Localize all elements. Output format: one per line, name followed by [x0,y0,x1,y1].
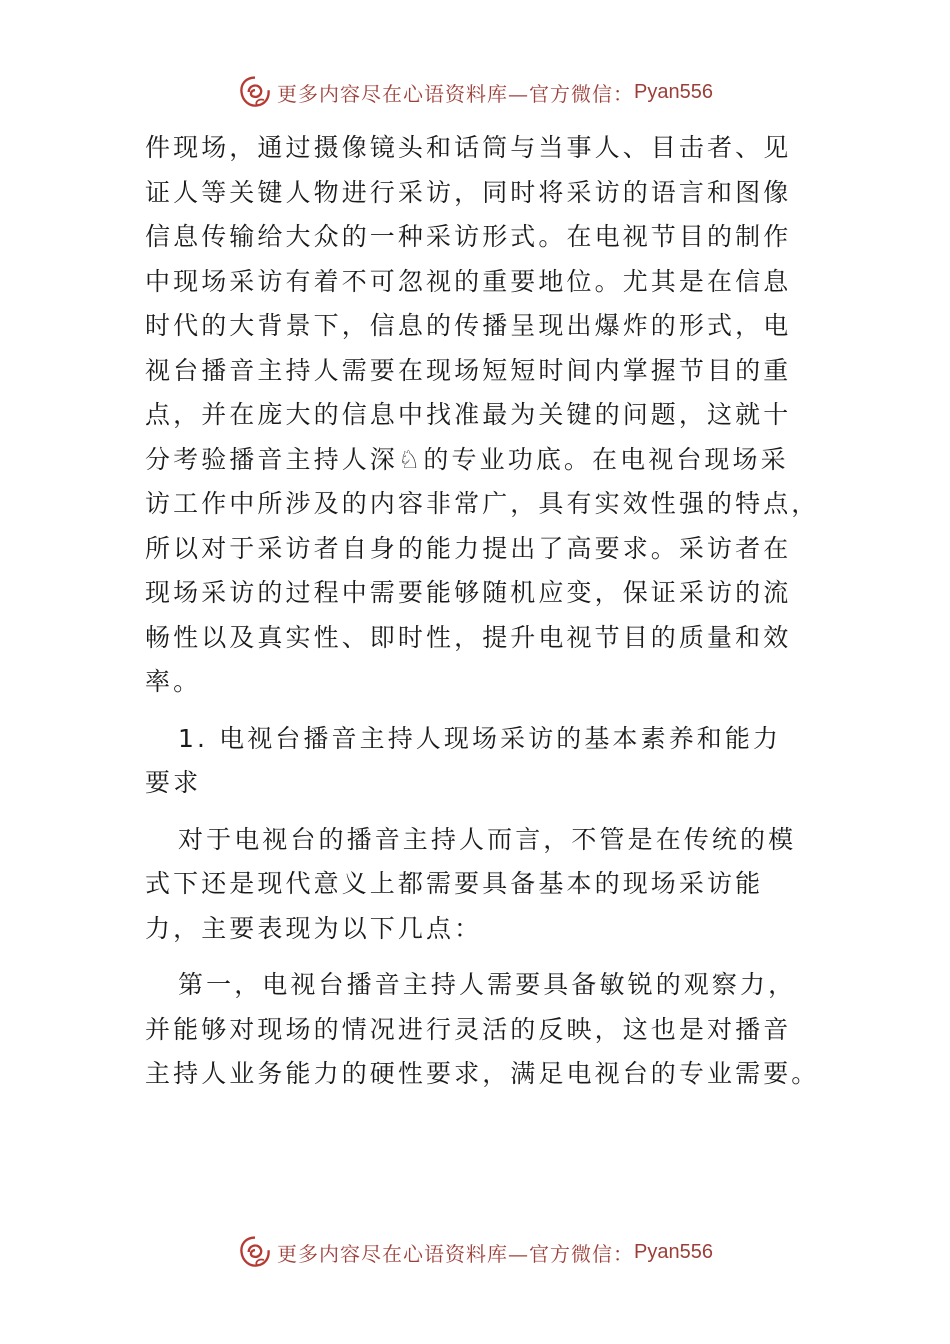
watermark-account: Pyan556 [634,1240,713,1263]
text-line: 对于电视台的播音主持人而言，不管是在传统的模 [178,824,797,854]
text-line: 访工作中所涉及的内容非常广，具有实效性强的特点， [145,489,820,518]
text-line: 第一，电视台播音主持人需要具备敏锐的观察力， [178,970,797,999]
text-line: 所以对于采访者自身的能力提出了高要求。采访者在 [145,533,792,563]
text-line: 现场采访的过程中需要能够随机应变，保证采访的流 [145,578,792,607]
heading-line: 1. 电视台播音主持人现场采访的基本素养和能力 [178,723,782,753]
text-line: 证人等关键人物进行采访，同时将采访的语言和图像 [145,177,792,207]
rose-logo-icon [237,74,273,110]
text-line: 率。 [145,667,202,696]
text-line: 分考验播音主持人深♘的专业功底。在电视台现场采 [145,444,789,474]
text-line: 式下还是现代意义上都需要具备基本的现场采访能 [145,869,764,898]
watermark-text: 更多内容尽在心语资料库—官方微信： [277,1241,635,1266]
text-line: 视台播音主持人需要在现场短短时间内掌握节目的重 [145,355,792,385]
text-line: 点，并在庞大的信息中找准最为关键的问题，这就十 [145,400,792,429]
text-line: 中现场采访有着不可忽视的重要地位。尤其是在信息 [145,266,792,296]
text-line: 畅性以及真实性、即时性，提升电视节目的质量和效 [145,622,792,652]
watermark-account: Pyan556 [634,80,713,103]
section-heading [145,717,820,806]
paragraph-first-point [145,963,820,1097]
heading-line: 要求 [145,768,202,797]
text-line: 件现场，通过摄像镜头和话筒与当事人、目击者、见 [145,133,792,162]
paragraph-intro [145,126,820,705]
footer-watermark [0,1232,950,1272]
text-line: 信息传输给大众的一种采访形式。在电视节目的制作 [145,222,792,251]
text-line: 并能够对现场的情况进行灵活的反映，这也是对播音 [145,1014,792,1044]
text-line: 主持人业务能力的硬性要求，满足电视台的专业需要。 [145,1059,820,1088]
watermark-text: 更多内容尽在心语资料库—官方微信： [277,81,635,106]
document-body [145,126,820,1097]
text-line: 力，主要表现为以下几点： [145,913,483,943]
header-watermark [0,72,950,112]
paragraph-overview [145,818,820,952]
rose-logo-icon [237,1234,273,1270]
text-line: 时代的大背景下，信息的传播呈现出爆炸的形式，电 [145,311,792,340]
